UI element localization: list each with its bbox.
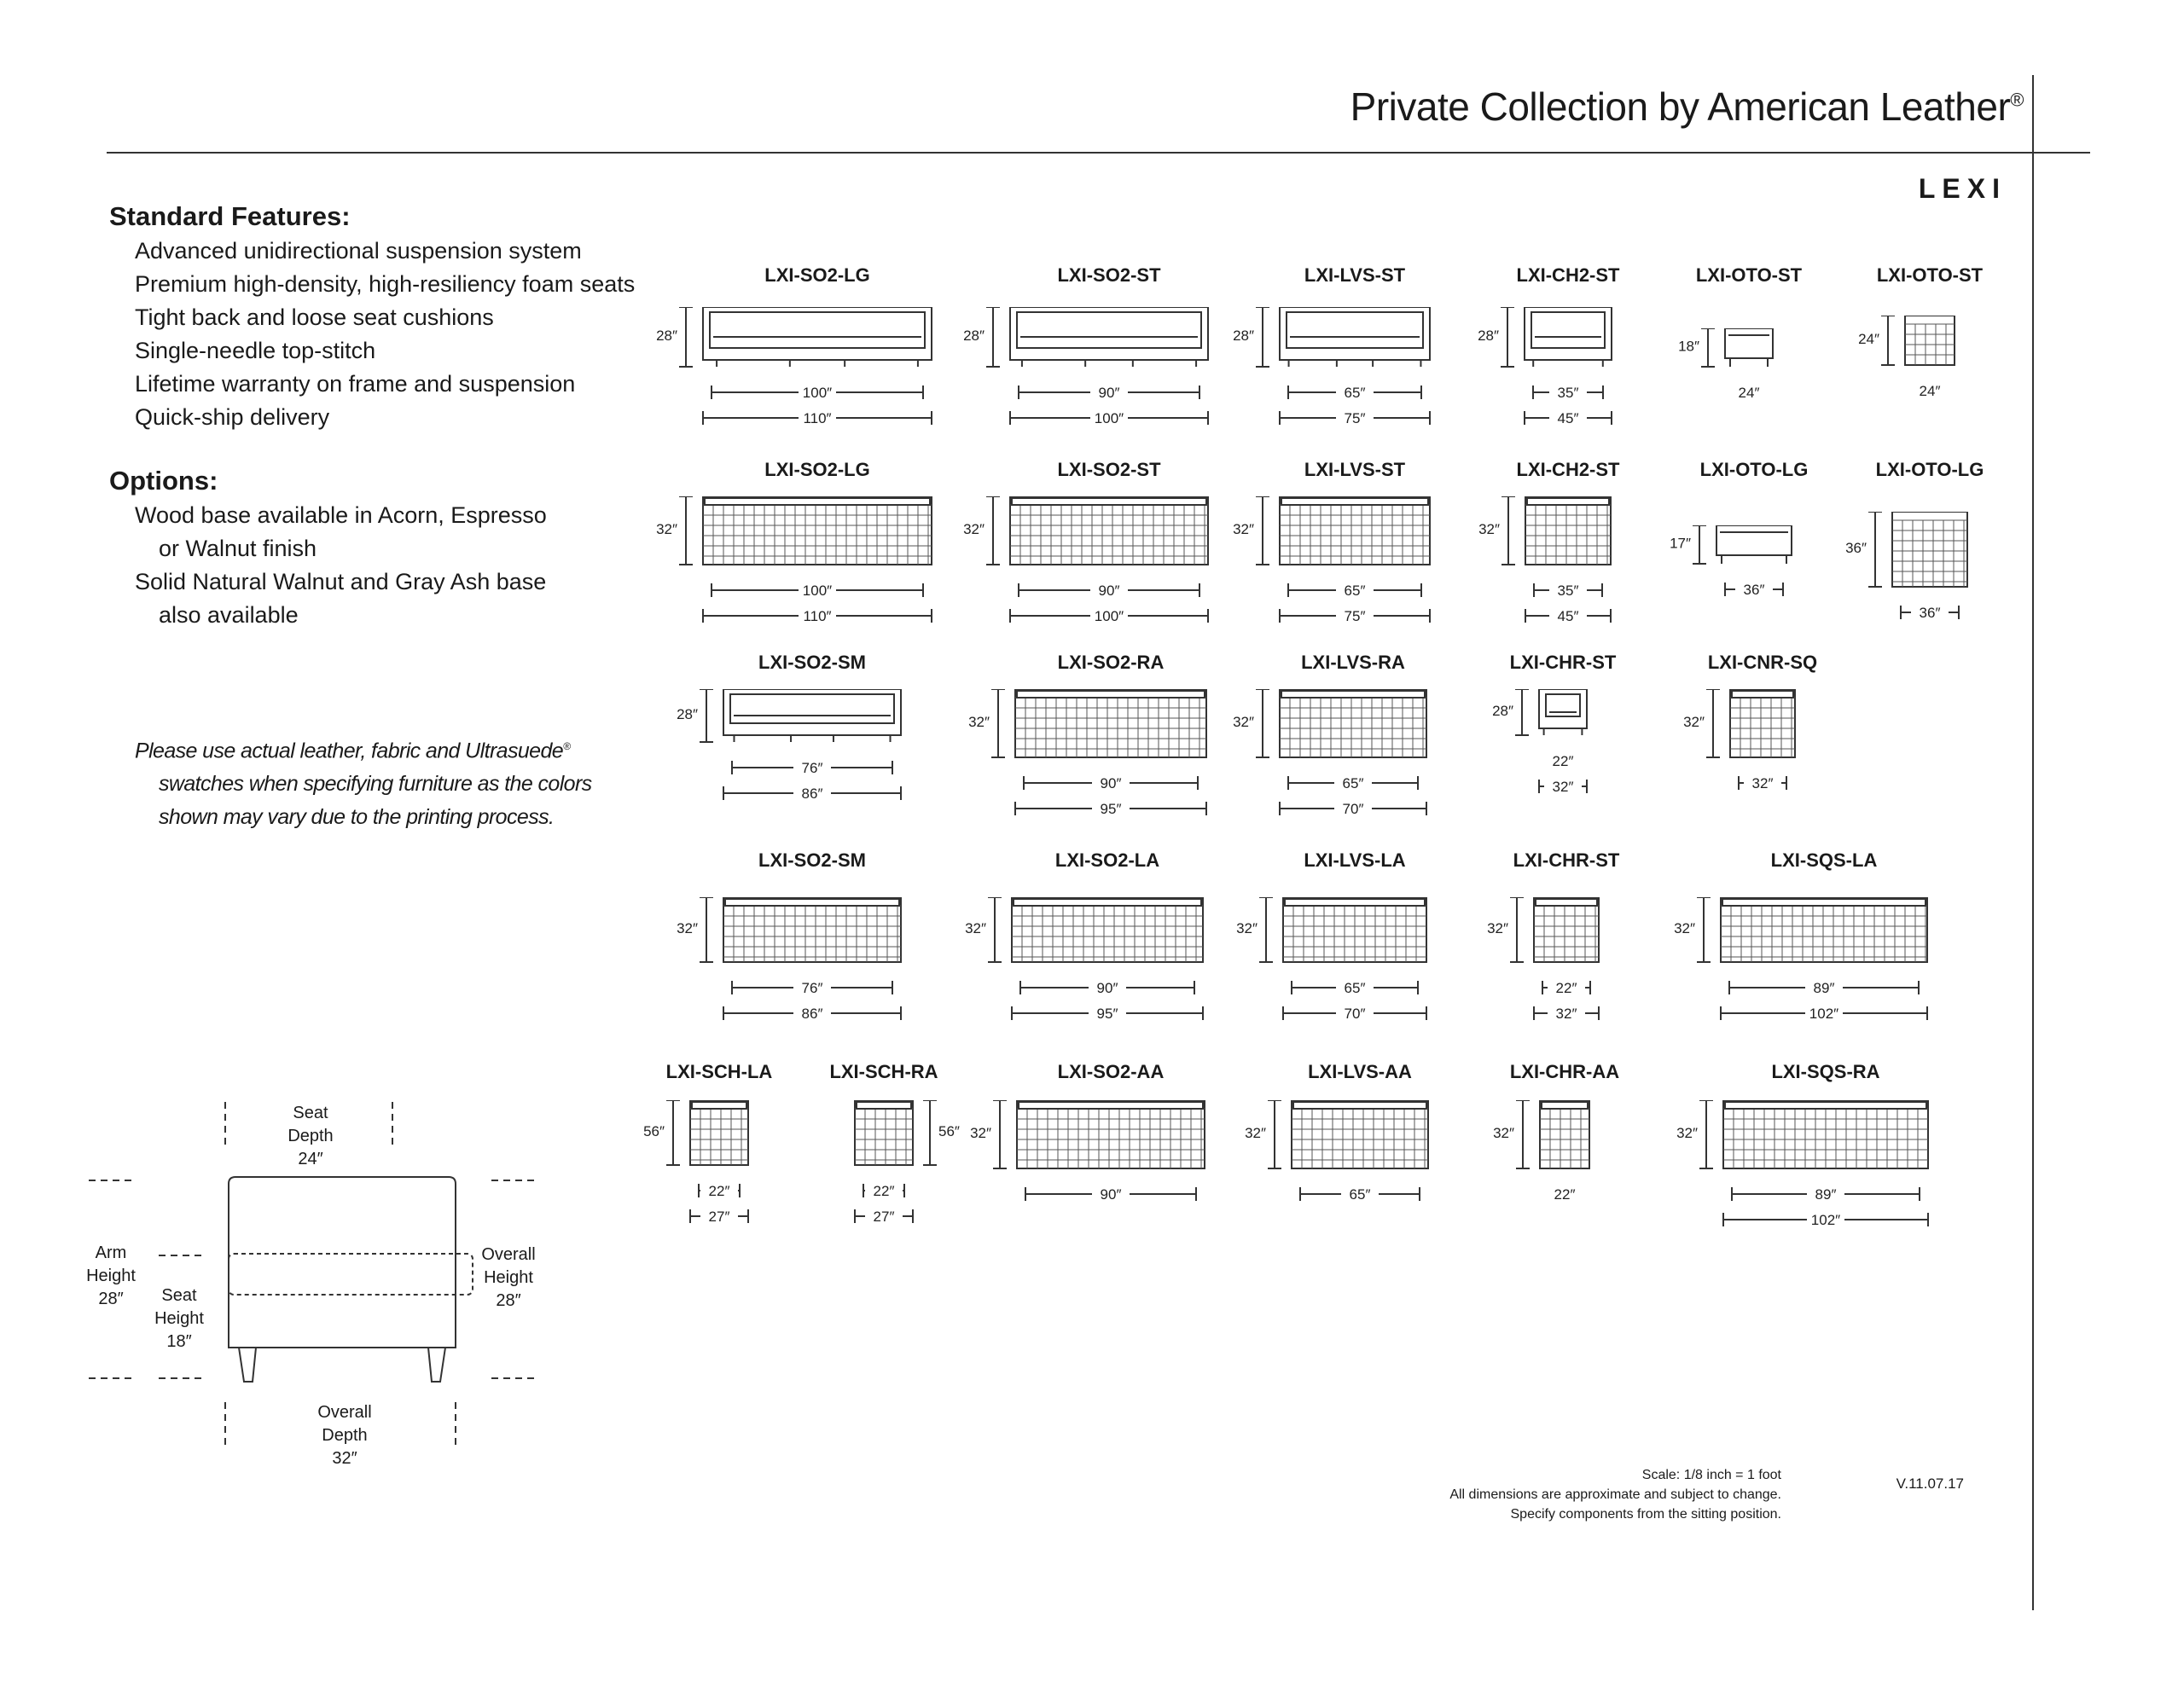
product-code: LXI-SO2-ST [1057, 459, 1161, 480]
product-code: LXI-SQS-RA [1771, 1061, 1880, 1082]
width-dim: 27″ [708, 1209, 730, 1225]
width-dim: 45″ [1557, 608, 1579, 624]
height-dim: 56″ [938, 1123, 960, 1139]
width-dim: 27″ [873, 1209, 895, 1225]
width-dim: 90″ [1096, 980, 1118, 996]
product-drawing [1220, 689, 1486, 851]
height-dim: 32″ [1683, 714, 1705, 730]
feature-item: Tight back and loose seat cushions [135, 304, 494, 330]
height-dim: 28″ [656, 328, 677, 344]
seat-height-label: Seat Height 18″ [154, 1286, 204, 1351]
product-drawing [1220, 496, 1490, 658]
product-code: LXI-LVS-LA [1304, 849, 1406, 871]
height-dim: 32″ [1676, 1125, 1698, 1141]
width-dim: 89″ [1815, 1186, 1837, 1203]
swatch-note: Please use actual leather, fabric and Ultrasuede® swatches when specifying furniture as the colors shown may vary due to the printing process. [135, 739, 592, 830]
seat-depth-label: Seat Depth 24″ [288, 1104, 334, 1168]
width-dim: 65″ [1344, 980, 1366, 996]
product-drawing [1220, 307, 1490, 461]
product-drawing [1480, 1100, 1649, 1262]
product-code: LXI-SO2-LG [764, 264, 870, 286]
product-code: LXI-OTO-ST [1876, 264, 1984, 286]
product-code: LXI-CNR-SQ [1707, 652, 1818, 673]
product-code: LXI-CHR-ST [1513, 849, 1620, 871]
width-dim: 24″ [1919, 383, 1941, 399]
product-code: LXI-CHR-ST [1509, 652, 1617, 673]
width-dim: 36″ [1743, 582, 1765, 598]
width-dim: 102″ [1810, 1212, 1841, 1228]
height-dim: 32″ [1236, 920, 1258, 936]
width-dim: 65″ [1349, 1186, 1371, 1203]
option-item: also available [159, 602, 299, 628]
margin-rule [2032, 75, 2034, 1610]
product-code: LXI-LVS-ST [1304, 459, 1406, 480]
height-dim: 32″ [1233, 714, 1254, 730]
width-dim: 100″ [802, 385, 833, 401]
height-dim: 17″ [1670, 535, 1691, 552]
height-dim: 28″ [1492, 703, 1513, 719]
product-drawing [1845, 316, 2014, 459]
product-code: LXI-SCH-LA [665, 1061, 773, 1082]
product-code: LXI-SO2-AA [1057, 1061, 1165, 1082]
width-dim: 100″ [1094, 608, 1124, 624]
product-code: LXI-CH2-ST [1516, 264, 1620, 286]
height-dim: 32″ [970, 1125, 991, 1141]
height-dim: 18″ [1678, 338, 1699, 355]
height-dim: 32″ [968, 714, 990, 730]
product-code: LXI-LVS-ST [1304, 264, 1406, 286]
width-dim: 35″ [1557, 583, 1579, 599]
height-dim: 32″ [1674, 920, 1695, 936]
product-code: LXI-SO2-SM [758, 849, 866, 871]
arm-height-label: Arm Height 28″ [86, 1244, 136, 1308]
width-dim: 24″ [1738, 385, 1760, 401]
product-drawing [664, 897, 961, 1056]
product-drawing [630, 1100, 808, 1259]
width-dim: 76″ [801, 980, 823, 996]
feature-item: Quick-ship delivery [135, 404, 330, 430]
product-drawing [1657, 525, 1851, 658]
height-dim: 32″ [1478, 521, 1500, 537]
product-code: LXI-OTO-LG [1875, 459, 1984, 480]
height-dim: 36″ [1845, 540, 1867, 556]
product-drawing [643, 496, 991, 658]
width-dim: 75″ [1344, 410, 1366, 426]
height-dim: 32″ [677, 920, 698, 936]
feature-item: Single-needle top-stitch [135, 338, 376, 363]
width-dim: 90″ [1100, 1186, 1122, 1203]
height-dim: 28″ [1233, 328, 1254, 344]
width-dim: 36″ [1919, 605, 1941, 621]
product-drawing [1232, 1100, 1488, 1262]
product-drawing [1479, 689, 1647, 829]
height-dim: 32″ [1487, 920, 1508, 936]
collection-name: LEXI [1918, 173, 2007, 204]
product-code: LXI-CH2-ST [1516, 459, 1620, 480]
options-list [135, 499, 547, 632]
width-dim: 95″ [1100, 801, 1122, 817]
option-item: Wood base available in Acorn, Espresso [135, 502, 547, 528]
width-dim: 22″ [1555, 980, 1577, 996]
feature-item: Premium high-density, high-resiliency foam seats [135, 271, 636, 297]
width-dim: 90″ [1098, 385, 1120, 401]
width-dim: 110″ [803, 410, 832, 426]
product-drawing [1466, 496, 1670, 658]
width-dim: 100″ [802, 583, 833, 599]
width-dim: 45″ [1557, 410, 1579, 426]
width-dim: 32″ [1751, 775, 1774, 791]
feature-item: Advanced unidirectional suspension system [135, 238, 582, 264]
product-drawing [1474, 897, 1658, 1056]
product-code: LXI-OTO-LG [1699, 459, 1809, 480]
product-code: LXI-LVS-AA [1308, 1061, 1412, 1082]
width-dim: 70″ [1342, 801, 1364, 817]
width-dim: 22″ [873, 1183, 895, 1199]
width-dim: 86″ [801, 786, 823, 802]
width-dim: 65″ [1344, 385, 1366, 401]
product-drawing [643, 307, 991, 461]
feature-item: Lifetime warranty on frame and suspension [135, 371, 576, 397]
height-dim: 56″ [643, 1123, 665, 1139]
product-drawing [952, 897, 1263, 1056]
product-drawing [1465, 307, 1671, 461]
product-code: LXI-SO2-RA [1057, 652, 1165, 673]
height-dim: 32″ [656, 521, 677, 537]
version-label: V.11.07.17 [1896, 1475, 1964, 1492]
height-dim: 32″ [1245, 1125, 1266, 1141]
width-dim: 90″ [1100, 775, 1122, 791]
width-dim: 100″ [1094, 410, 1124, 426]
features-title: Standard Features: [109, 201, 351, 231]
product-drawing [1664, 1100, 1988, 1262]
width-dim: 32″ [1552, 779, 1574, 795]
width-dim: 89″ [1813, 980, 1835, 996]
width-dim: 22″ [708, 1183, 730, 1199]
product-code: LXI-SQS-LA [1770, 849, 1878, 871]
product-drawing [1661, 897, 1987, 1056]
width-dim: 70″ [1344, 1006, 1366, 1022]
height-dim: 24″ [1858, 331, 1879, 347]
height-dim: 32″ [1233, 521, 1254, 537]
height-dim: 28″ [1478, 328, 1499, 344]
options-title: Options: [109, 466, 218, 496]
width-dim: 35″ [1557, 385, 1579, 401]
product-drawing [795, 1100, 973, 1259]
width-dim: 65″ [1342, 775, 1364, 791]
product-code: LXI-SO2-LG [764, 459, 870, 480]
overall-height-label: Overall Height 28″ [481, 1245, 536, 1310]
width-dim: 65″ [1344, 583, 1366, 599]
width-dim: 22″ [1554, 1186, 1576, 1203]
product-code: LXI-SO2-LA [1054, 849, 1160, 871]
product-drawing [957, 1100, 1264, 1262]
features-list [135, 235, 635, 434]
width-dim: 22″ [1552, 753, 1574, 769]
width-dim: 75″ [1344, 608, 1366, 624]
product-code: LXI-SO2-ST [1057, 264, 1161, 286]
width-dim: 32″ [1555, 1006, 1577, 1022]
width-dim: 110″ [803, 608, 832, 624]
width-dim: 76″ [801, 760, 823, 776]
width-dim: 102″ [1809, 1006, 1839, 1022]
product-code: LXI-LVS-RA [1301, 652, 1405, 673]
product-code: LXI-CHR-AA [1509, 1061, 1620, 1082]
product-drawing [1665, 328, 1833, 461]
product-code: LXI-SCH-RA [829, 1061, 938, 1082]
option-item: or Walnut finish [159, 536, 317, 561]
product-drawing [1670, 689, 1855, 851]
width-dim: 90″ [1098, 583, 1120, 599]
product-code: LXI-OTO-ST [1695, 264, 1803, 286]
width-dim: 86″ [801, 1006, 823, 1022]
product-drawing [1833, 512, 2027, 681]
width-dim: 95″ [1096, 1006, 1118, 1022]
height-dim: 32″ [963, 521, 985, 537]
height-dim: 32″ [1493, 1125, 1514, 1141]
product-drawing [1223, 897, 1486, 1056]
footer-notes: Scale: 1/8 inch = 1 foot All dimensions are approximate and subject to change. Specify components from the sitting position. [1449, 1468, 1781, 1522]
height-dim: 28″ [677, 706, 698, 722]
product-code: LXI-SO2-SM [758, 652, 866, 673]
product-drawing [664, 689, 961, 836]
height-dim: 28″ [963, 328, 985, 344]
height-dim: 32″ [965, 920, 986, 936]
header-rule [107, 152, 2090, 154]
brand-title: Private Collection by American Leather® [1350, 84, 2024, 129]
option-item: Solid Natural Walnut and Gray Ash base [135, 569, 547, 594]
overall-depth-label: Overall Depth 32″ [317, 1403, 372, 1468]
